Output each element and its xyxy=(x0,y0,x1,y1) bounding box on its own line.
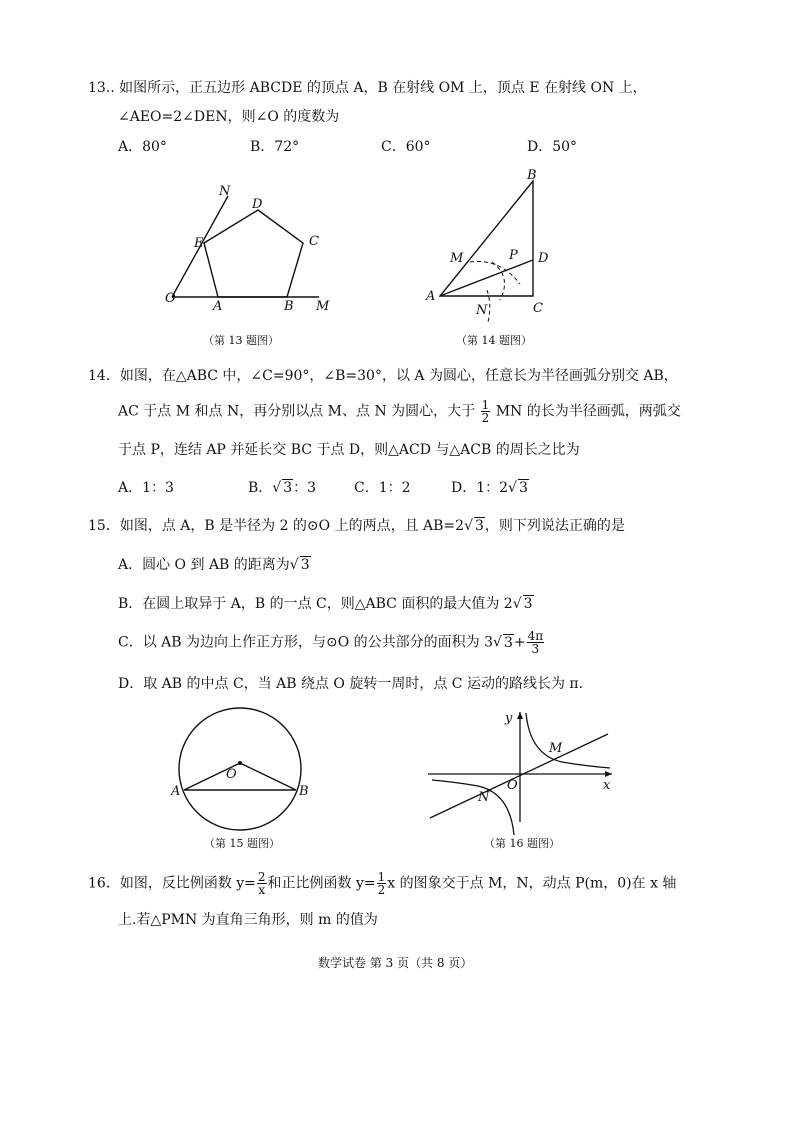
fig15-label-o: O xyxy=(226,767,237,782)
fig16-label-n: N xyxy=(478,790,490,805)
fig13-label-d: D xyxy=(252,197,263,212)
fig13-label-e: E xyxy=(194,236,204,251)
page-footer: 数学试卷 第 3 页（共 8 页） xyxy=(318,956,473,970)
fig13-label-c: C xyxy=(309,234,319,249)
fig15-label-a: A xyxy=(171,784,181,799)
q15-option-d: D．取 AB 的中点 C，当 AB 绕点 O 旋转一周时，点 C 运动的路线长为 π． xyxy=(118,676,593,692)
fig13-label-a: A xyxy=(213,299,223,314)
q14-fraction: $\frac{1}{2}$ xyxy=(481,398,490,425)
q13-caption: （第 13 题图） xyxy=(203,334,279,347)
q15-option-b: B．在圆上取异于 A，B 的一点 C，则△ABC 面积的最大值为 2√ 3 xyxy=(118,596,533,612)
q16-line2: 上.若△PMN 为直角三角形，则 m 的值为 xyxy=(118,912,378,928)
q13-option-d: D．50° xyxy=(527,139,578,155)
q14-line2-a: AC 于点 M 和点 N，再分别以点 M、点 N 为圆心，大于 xyxy=(118,403,476,420)
fig16-label-y: y xyxy=(505,711,513,726)
fig13-label-b: B xyxy=(284,299,294,314)
fig16-label-m: M xyxy=(549,741,563,756)
q14-caption: （第 14 题图） xyxy=(456,334,532,347)
q14-line1: 14．如图，在△ABC 中，∠C=90°，∠B=30°，以 A 为圆心，任意长为半径画弧分别交 AB， xyxy=(88,368,678,384)
q16-line1: 16．如图，反比例函数 y= $\frac{2}{x}$ 和正比例函数 y= $\frac{1}{2}$ x 的图象交于点 M，N，动点 P(m，0)在 x 轴 xyxy=(88,870,677,897)
q15-line1: 15．如图，点 A，B 是半径为 2 的⊙O 上的两点，且 AB=2√ 3，则下列说法正确的是 xyxy=(88,518,625,534)
fig13-label-o: O xyxy=(165,291,176,306)
q13-option-b: B．72° xyxy=(250,139,300,155)
fig14-label-c: C xyxy=(533,301,543,316)
fig15-label-b: B xyxy=(299,784,309,799)
q15-option-a: A．圆心 O 到 AB 的距离为√ 3 xyxy=(118,557,310,573)
fig14-label-m: M xyxy=(450,251,464,266)
q14-line3: 于点 P，连结 AP 并延长交 BC 于点 D，则△ACD 与△ACB 的周长之比为 xyxy=(118,442,580,458)
fig14-label-n: N xyxy=(476,303,488,318)
q16-caption: （第 16 题图） xyxy=(484,837,560,850)
q15-caption: （第 15 题图） xyxy=(204,837,280,850)
q14-option-d: D．1：2√ 3 xyxy=(451,480,528,496)
q14-line2-b: MN 的长为半径画弧，两弧交 xyxy=(495,403,681,420)
fig16-label-x: x xyxy=(603,778,611,793)
q13-line1: 13.. 如图所示，正五边形 ABCDE 的顶点 A，B 在射线 OM 上，顶点 E 在射线 ON 上， xyxy=(88,80,647,96)
q13-option-c: C．60° xyxy=(381,139,431,155)
q15-option-c: C．以 AB 为边向上作正方形，与⊙O 的公共部分的面积为 3√ 3+ $\frac{4\pi}{3}$ xyxy=(118,629,544,656)
q13-option-a: A．80° xyxy=(118,139,167,155)
fig14-label-p: P xyxy=(509,248,518,263)
fig14-label-d: D xyxy=(538,251,549,266)
fig14-label-b: B xyxy=(527,168,537,183)
q14-option-a: A．1：3 xyxy=(118,480,174,496)
fig13-label-n: N xyxy=(219,184,231,199)
fig13-label-m: M xyxy=(316,299,330,314)
q14-option-b: B．√ 3：3 xyxy=(248,480,317,496)
fig14-label-a: A xyxy=(426,289,436,304)
q13-line2: ∠AEO=2∠DEN，则∠O 的度数为 xyxy=(118,109,340,125)
q14-option-c: C．1：2 xyxy=(354,480,411,496)
fig16-label-o: O xyxy=(507,778,518,793)
